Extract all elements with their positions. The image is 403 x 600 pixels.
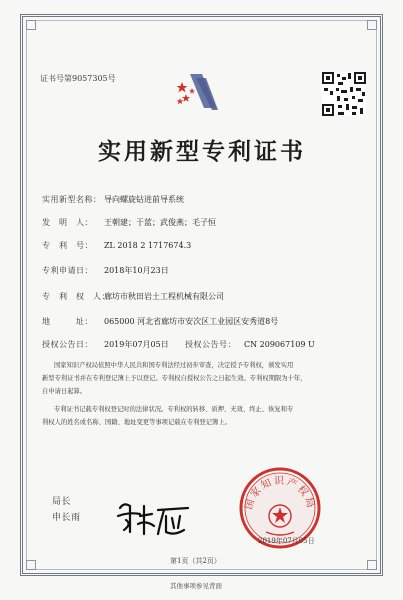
- grant-number: CN 209067109 U: [244, 340, 315, 349]
- address-label: 地 址：: [42, 317, 93, 326]
- patentee: 廊坊市秋田岩土工程机械有限公司: [104, 292, 224, 301]
- corner-ornament: [26, 560, 36, 570]
- inventors: 王朝建；于蓝；武俊燕；毛子恒: [104, 218, 216, 227]
- director-title: 局长: [52, 497, 72, 507]
- inventor-label: 发 明 人：: [42, 218, 93, 227]
- address: 065000 河北省廊坊市安次区工业园区安秀道8号: [104, 317, 279, 326]
- utility-model-name: 导向螺旋钻进前导系统: [104, 195, 184, 204]
- qr-code: [322, 72, 366, 116]
- patent-office-emblem-icon: [172, 68, 226, 116]
- seal-text: 国家知识产权局: [243, 476, 317, 511]
- body-line: 利权人的姓名或名称、国籍、地址变更等事项记载在专利登记簿上。: [42, 419, 231, 426]
- corner-ornament: [26, 20, 36, 30]
- filing-date-label: 专利申请日：: [42, 266, 93, 275]
- certificate-title: 实用新型专利证书: [98, 138, 306, 165]
- director-name: 申长雨: [52, 513, 81, 523]
- corner-ornament: [367, 560, 377, 570]
- utility-model-name-label: 实用新型名称：: [42, 195, 102, 204]
- body-line: 专利证书记载专利权登记时的法律状况。专利权的转移、质押、无效、终止、恢复和专: [54, 406, 294, 413]
- patent-number-label: 专 利 号：: [42, 241, 93, 250]
- grant-date: 2019年07月05日: [104, 340, 169, 349]
- footer-note: 其他事项参见背面: [170, 582, 222, 590]
- page-indicator: 第1页（共2页）: [170, 557, 221, 565]
- patent-number: ZL 2018 2 1717674.3: [104, 241, 192, 250]
- grant-date-label: 授权公告日：: [42, 340, 93, 349]
- director-signature: [114, 494, 192, 540]
- body-line: 自申请日起算。: [42, 388, 87, 395]
- filing-date: 2018年10月23日: [104, 266, 169, 275]
- patentee-label: 专 利 权 人：: [42, 292, 110, 301]
- body-line: 国家知识产权局依照中华人民共和国专利法经过初步审查，决定授予专利权，颁发实用: [54, 362, 294, 369]
- body-line: 新型专利证书并在专利登记簿上予以登记。专利权自授权公告之日起生效。专利权期限为十年，: [42, 375, 307, 382]
- seal-date: 2019年07月05日: [258, 537, 315, 545]
- corner-ornament: [367, 20, 377, 30]
- certificate-number: 证书号第9057305号: [40, 74, 116, 83]
- grant-number-label: 授权公告号：: [185, 340, 236, 349]
